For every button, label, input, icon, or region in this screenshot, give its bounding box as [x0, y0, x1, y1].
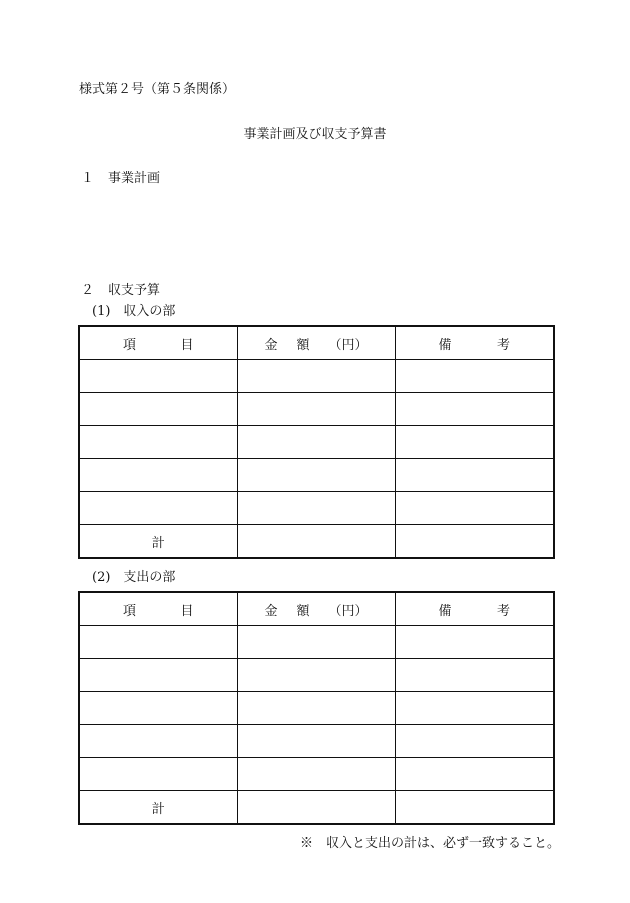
- table-header-row: [79, 326, 554, 360]
- header-item-char: 項: [123, 337, 137, 353]
- form-number: 様式第２号（第５条関係）: [79, 82, 236, 97]
- item-cell[interactable]: [79, 626, 237, 659]
- remarks-cell[interactable]: [395, 459, 554, 492]
- section-2-number: ２: [81, 283, 95, 298]
- section-1-number: １: [81, 171, 95, 186]
- remarks-cell[interactable]: [395, 492, 554, 525]
- header-remarks-char: 考: [496, 603, 510, 619]
- document-title: 事業計画及び収支予算書: [243, 127, 387, 142]
- amount-cell[interactable]: [237, 360, 395, 393]
- remarks-cell[interactable]: [395, 758, 554, 791]
- item-cell[interactable]: [79, 758, 237, 791]
- total-label: 計: [79, 791, 237, 825]
- header-amount-char: 額: [296, 603, 310, 619]
- table-row: [79, 659, 554, 692]
- amount-cell[interactable]: [237, 492, 395, 525]
- header-amount-char: 金: [264, 603, 278, 619]
- header-item-char: 項: [123, 603, 137, 619]
- total-row: [79, 525, 554, 559]
- table-row: [79, 725, 554, 758]
- income-table: [78, 325, 555, 559]
- remarks-cell[interactable]: [395, 393, 554, 426]
- remarks-cell[interactable]: [395, 360, 554, 393]
- table-row: [79, 626, 554, 659]
- footnote: ※ 収入と支出の計は、必ず一致すること。: [299, 836, 560, 851]
- item-cell[interactable]: [79, 459, 237, 492]
- header-remarks-char: 備: [438, 337, 452, 353]
- header-amount: [237, 592, 395, 626]
- amount-cell[interactable]: [237, 659, 395, 692]
- item-cell[interactable]: [79, 725, 237, 758]
- header-item-char: 目: [180, 603, 194, 619]
- remarks-cell[interactable]: [395, 426, 554, 459]
- header-amount-char: 金: [264, 337, 278, 353]
- amount-cell[interactable]: [237, 426, 395, 459]
- table-row: [79, 360, 554, 393]
- header-remarks: [395, 592, 554, 626]
- item-cell[interactable]: [79, 659, 237, 692]
- item-cell[interactable]: [79, 426, 237, 459]
- header-item: [79, 592, 237, 626]
- item-cell[interactable]: [79, 692, 237, 725]
- table-row: [79, 758, 554, 791]
- total-row: [79, 791, 554, 825]
- amount-cell[interactable]: [237, 393, 395, 426]
- item-cell[interactable]: [79, 360, 237, 393]
- table-row: [79, 692, 554, 725]
- section-1-heading: [81, 171, 160, 187]
- total-remarks-cell[interactable]: [395, 525, 554, 559]
- table-row: [79, 426, 554, 459]
- expense-section-label: (2) 支出の部: [92, 570, 176, 585]
- header-remarks: [395, 326, 554, 360]
- total-remarks-cell[interactable]: [395, 791, 554, 825]
- amount-cell[interactable]: [237, 626, 395, 659]
- header-amount-unit: （円）: [328, 337, 368, 353]
- amount-cell[interactable]: [237, 758, 395, 791]
- table-row: [79, 492, 554, 525]
- header-amount-char: 額: [296, 337, 310, 353]
- amount-cell[interactable]: [237, 459, 395, 492]
- expense-table: [78, 591, 555, 825]
- header-remarks-char: 備: [438, 603, 452, 619]
- section-1-title: 事業計画: [108, 171, 161, 186]
- header-amount-unit: （円）: [328, 603, 368, 619]
- total-label: 計: [79, 525, 237, 559]
- item-cell[interactable]: [79, 492, 237, 525]
- table-row: [79, 459, 554, 492]
- item-cell[interactable]: [79, 393, 237, 426]
- section-2-heading: [81, 283, 160, 299]
- table-row: [79, 393, 554, 426]
- header-amount: [237, 326, 395, 360]
- section-2-title: 収支予算: [108, 283, 161, 298]
- amount-cell[interactable]: [237, 692, 395, 725]
- remarks-cell[interactable]: [395, 626, 554, 659]
- header-remarks-char: 考: [496, 337, 510, 353]
- table-header-row: [79, 592, 554, 626]
- income-section-label: (1) 収入の部: [92, 304, 176, 319]
- total-amount-cell[interactable]: [237, 525, 395, 559]
- remarks-cell[interactable]: [395, 692, 554, 725]
- amount-cell[interactable]: [237, 725, 395, 758]
- remarks-cell[interactable]: [395, 725, 554, 758]
- header-item-char: 目: [180, 337, 194, 353]
- header-item: [79, 326, 237, 360]
- remarks-cell[interactable]: [395, 659, 554, 692]
- total-amount-cell[interactable]: [237, 791, 395, 825]
